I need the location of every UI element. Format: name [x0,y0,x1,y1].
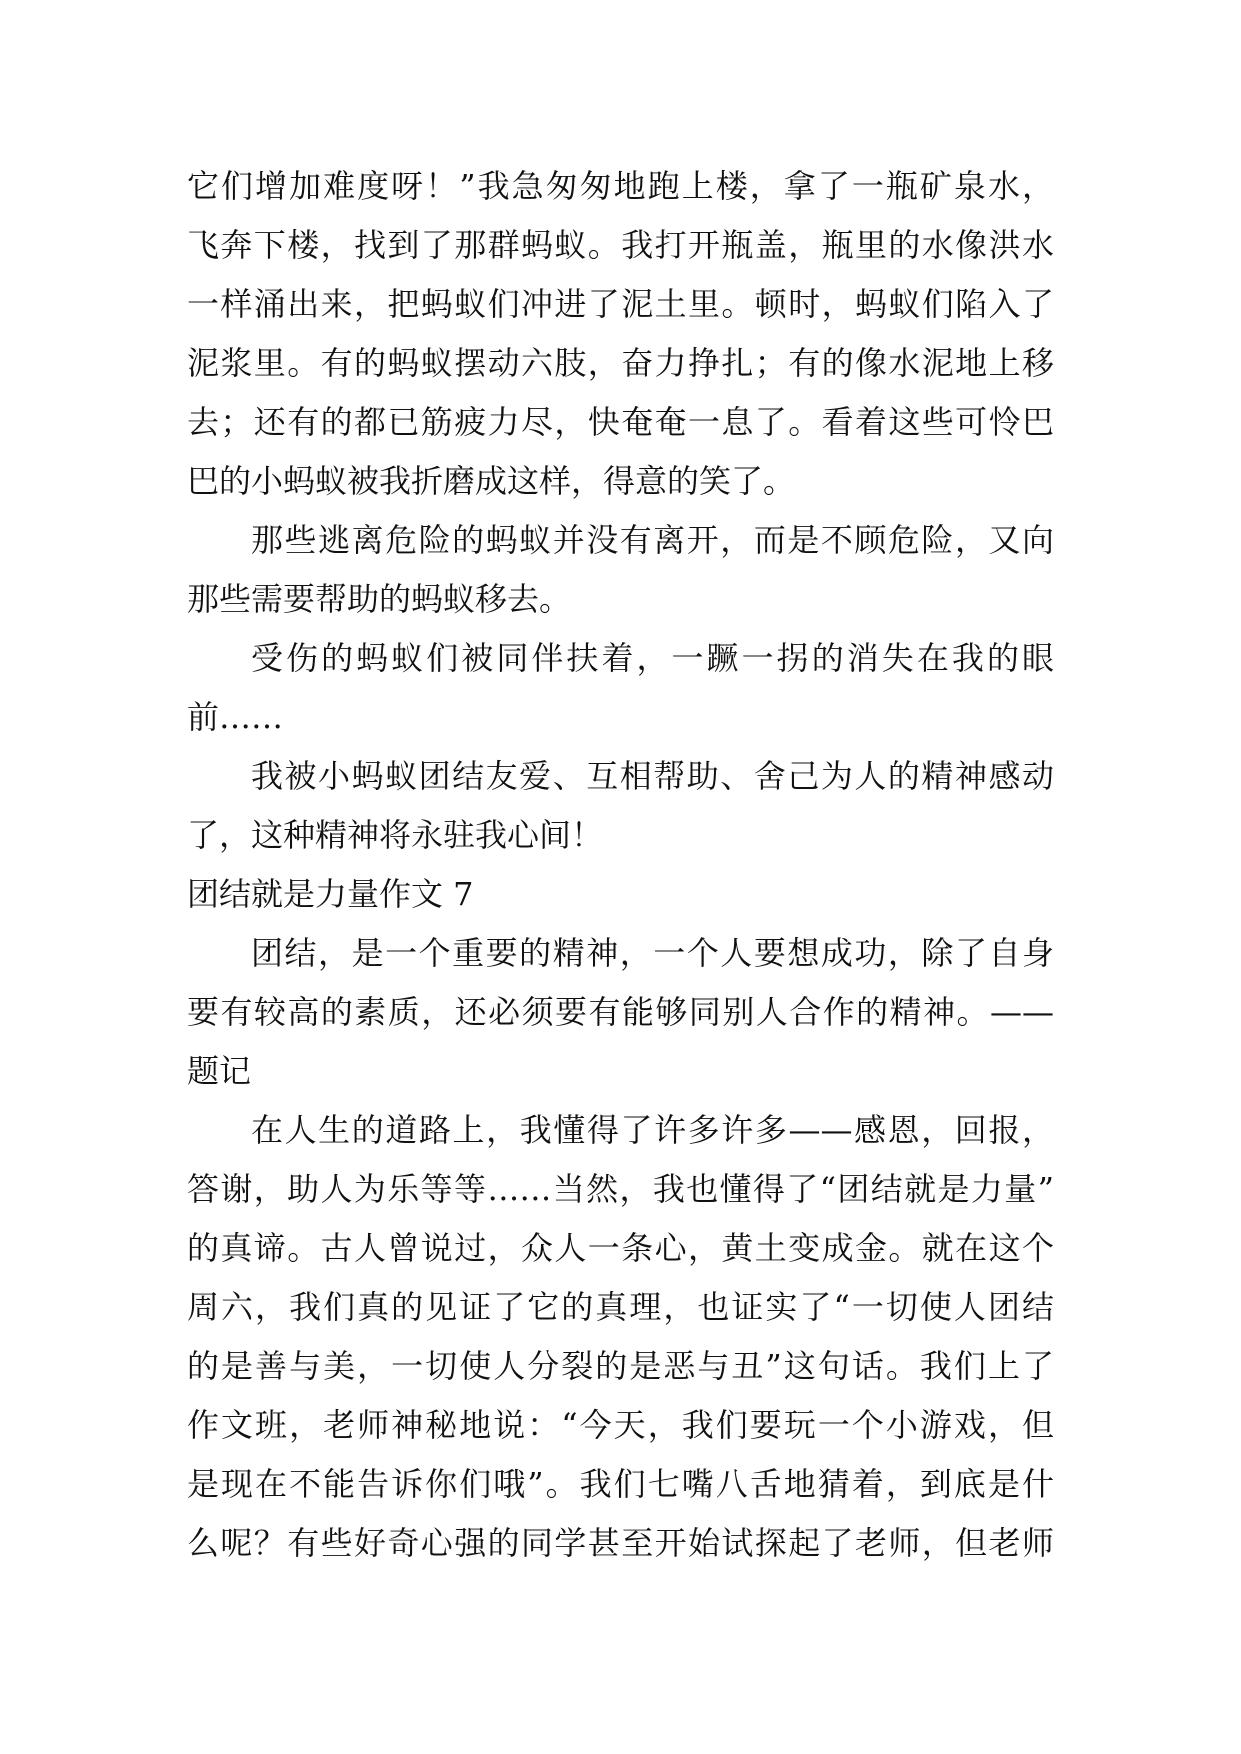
text-line: 那些逃离危险的蚂蚁并没有离开，而是不顾危险，又向 [251,521,1054,559]
paragraph [187,511,1054,629]
text-line: 我被小蚂蚁团结友爱、互相帮助、舍己为人的精神感动 [251,757,1054,795]
text-line: 它们增加难度呀！”我急匆匆地跑上楼，拿了一瓶矿泉水， [187,167,1054,205]
text-line: 前…… [187,698,284,736]
paragraph [187,1101,1054,1573]
text-line: 的真谛。古人曾说过，众人一条心，黄土变成金。就在这个 [187,1229,1054,1267]
text-line: 答谢，助人为乐等等……当然，我也懂得了“团结就是力量” [187,1170,1054,1208]
text-line: 了，这种精神将永驻我心间！ [187,816,604,854]
text-line: 么呢？有些好奇心强的同学甚至开始试探起了老师，但老师 [187,1524,1054,1562]
text-line: 去；还有的都已筋疲力尽，快奄奄一息了。看着这些可怜巴 [187,403,1054,441]
text-line: 一样涌出来，把蚂蚁们冲进了泥土里。顿时，蚂蚁们陷入了 [187,285,1054,323]
paragraph [187,747,1054,865]
text-line: 巴的小蚂蚁被我折磨成这样，得意的笑了。 [187,462,796,500]
text-line: 泥浆里。有的蚂蚁摆动六肢，奋力挣扎；有的像水泥地上移 [187,344,1054,382]
paragraph [187,157,1054,511]
text-line: 受伤的蚂蚁们被同伴扶着，一蹶一拐的消失在我的眼 [251,639,1054,677]
paragraph [187,924,1054,1101]
text-line: 那些需要帮助的蚂蚁移去。 [187,580,572,618]
text-line: 的是善与美，一切使人分裂的是恶与丑”这句话。我们上了 [187,1347,1054,1385]
text-line: 要有较高的素质，还必须要有能够同别人合作的精神。—— [187,993,1054,1031]
text-line: 是现在不能告诉你们哦”。我们七嘴八舌地猜着，到底是什 [187,1465,1054,1503]
paragraph [187,629,1054,747]
section-heading: 团结就是力量作文 7 [187,875,474,913]
text-line: 团结，是一个重要的精神，一个人要想成功，除了自身 [251,934,1054,972]
text-line: 作文班，老师神秘地说：“今天，我们要玩一个小游戏，但 [187,1406,1054,1444]
text-line: 飞奔下楼，找到了那群蚂蚁。我打开瓶盖，瓶里的水像洪水 [187,226,1054,264]
text-line: 周六，我们真的见证了它的真理，也证实了“一切使人团结 [187,1288,1054,1326]
text-line: 题记 [187,1052,252,1090]
document-body [187,157,1054,1573]
text-line: 在人生的道路上，我懂得了许多许多——感恩，回报， [251,1111,1054,1149]
